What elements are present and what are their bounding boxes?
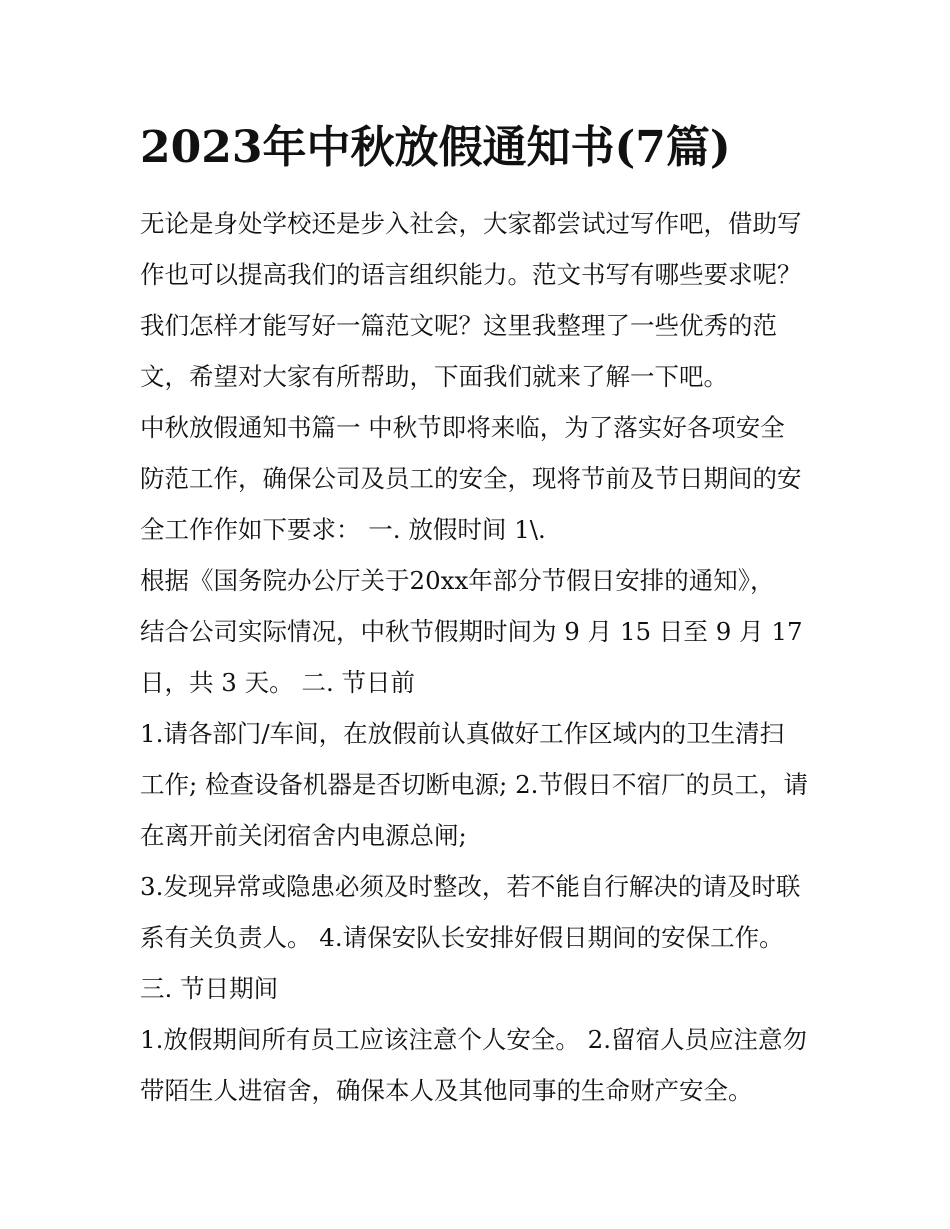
body-line: 三. 节日期间	[140, 974, 279, 1003]
body-line: 结合公司实际情况，中秋节假期时间为 9 月 15 日至 9 月 17	[140, 617, 803, 646]
body-line: 文，希望对大家有所帮助，下面我们就来了解一下吧。	[140, 362, 728, 391]
body-line: 在离开前关闭宿舍内电源总闸;	[140, 821, 467, 850]
body-line: 系有关负责人。 4.请保安队长安排好假日期间的安保工作。	[140, 923, 784, 952]
body-line: 我们怎样才能写好一篇范文呢？这里我整理了一些优秀的范	[140, 311, 777, 340]
body-line: 防范工作，确保公司及员工的安全，现将节前及节日期间的安	[140, 464, 802, 493]
document-title: 2023年中秋放假通知书(7篇)	[140, 122, 731, 173]
body-line: 1.放假期间所有员工应该注意个人安全。 2.留宿人员应注意勿	[140, 1025, 808, 1054]
document-body	[140, 198, 820, 1116]
body-line: 日，共 3 天。 二. 节日前	[140, 668, 416, 697]
body-line: 工作; 检查设备机器是否切断电源; 2.节假日不宿厂的员工，请	[140, 770, 808, 799]
body-line: 中秋放假通知书篇一 中秋节即将来临，为了落实好各项安全	[140, 413, 785, 442]
body-line: 全工作作如下要求： 一. 放假时间 1\.	[140, 515, 546, 544]
body-line: 带陌生人进宿舍，确保本人及其他同事的生命财产安全。	[140, 1076, 753, 1105]
body-line: 1.请各部门/车间，在放假前认真做好工作区域内的卫生清扫	[140, 719, 785, 748]
body-line: 3.发现异常或隐患必须及时整改，若不能自行解决的请及时联	[140, 872, 801, 901]
body-line: 根据《国务院办公厅关于20xx年部分节假日安排的通知》，	[140, 566, 775, 595]
body-line: 作也可以提高我们的语言组织能力。范文书写有哪些要求呢？	[140, 260, 802, 289]
body-line: 无论是身处学校还是步入社会，大家都尝试过写作吧，借助写	[140, 209, 802, 238]
